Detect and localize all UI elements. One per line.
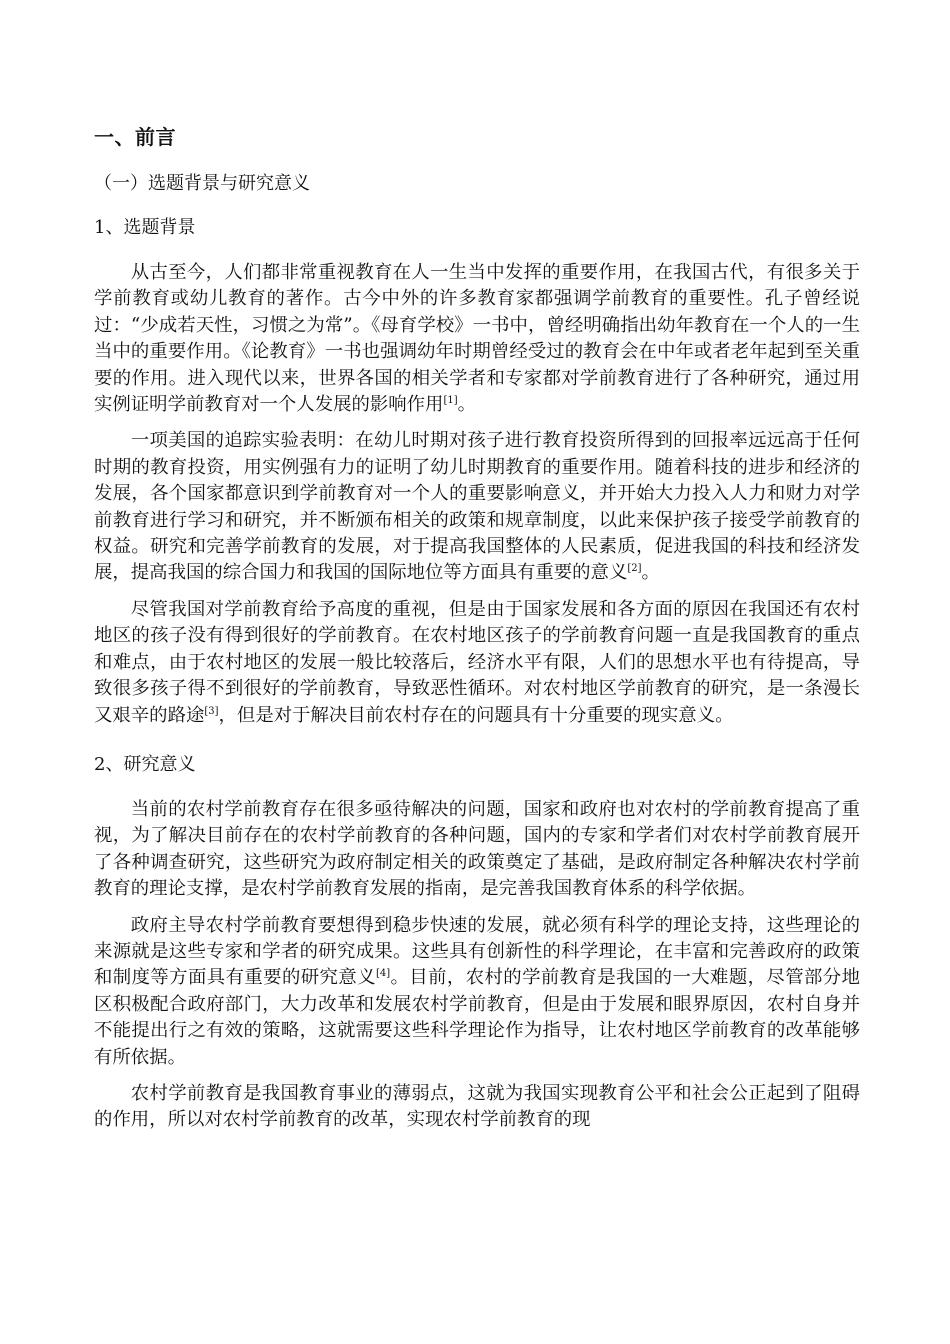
paragraph-2-tail: 。 — [641, 562, 660, 584]
paragraph-4 — [94, 797, 860, 903]
paragraph-1-tail: 。 — [457, 394, 477, 416]
citation-3: [3] — [204, 705, 219, 717]
paragraph-2-text: 一项美国的追踪实验表明：在幼儿时期对孩子进行教育投资所得到的回报率远远高于任何时期的教育投资，用实例强有力的证明了幼儿时期教育的重要作用。随着科技的进步和经济的发展，各个国家都意识到学前教育对一个人的重要影响意义，并开始大力投入人力和财力对学前教育进行学习和研究，并不断颁布相关的政策和规章制度，以此来保护孩子接受学前教育的权益。研究和完善学前教育的发展，对于提高我国整体的人民素质，促进我国的科技和经济发展，提高我国的综合国力和我国的国际地位等方面具有重要的意义 — [94, 430, 860, 584]
citation-1: [1] — [443, 394, 458, 406]
citation-4: [4] — [375, 968, 391, 980]
paragraph-5-tail: 。目前，农村的学前教育是我国的一大难题，尽管部分地区积极配合政府部门，大力改革和发展农村学前教育，但是由于发展和眼界原因，农村自身并不能提出行之有效的策略，这就需要这些科学理论作为指导，让农村地区学前教育的改革能够有所依据。 — [94, 967, 860, 1068]
section-title-background-significance: （一）选题背景与研究意义 — [94, 173, 310, 194]
paragraph-4-text: 当前的农村学前教育存在很多亟待解决的问题，国家和政府也对农村的学前教育提高了重视，为了解决目前存在的农村学前教育的各种问题，国内的专家和学者们对农村学前教育展开了各种调查研究，这些研究为政府制定相关的政策奠定了基础，是政府制定各种解决农村学前教育的理论支撑，是农村学前教育发展的指南，是完善我国教育体系的科学依据。 — [94, 798, 860, 900]
paragraph-6-text: 农村学前教育是我国教育事业的薄弱点，这就为我国实现教育公平和社会公正起到了阻碍的作用，所以对农村学前教育的改革，实现农村学前教育的现 — [94, 1082, 860, 1131]
paragraph-3-text: 尽管我国对学前教育给予高度的重视，但是由于国家发展和各方面的原因在我国还有农村地区的孩子没有得到很好的学前教育。在农村地区孩子的学前教育问题一直是我国教育的重点和难点，由于农村地区的发展一般比较落后，经济水平有限，人们的思想水平也有待提高，导致很多孩子得不到很好的学前教育，导致恶性循环。对农村地区学前教育的研究，是一条漫长又艰辛的路途 — [94, 598, 860, 726]
citation-2: [2] — [627, 563, 642, 575]
paragraph-1 — [94, 260, 860, 418]
paragraph-2 — [94, 428, 860, 586]
document-body — [94, 122, 860, 1144]
subsection-title-background: 1、选题背景 — [94, 217, 196, 238]
heading-introduction: 一、前言 — [94, 125, 176, 149]
paragraph-5 — [94, 913, 860, 1071]
paragraph-6 — [94, 1081, 860, 1134]
paragraph-3-tail: ，但是对于解决目前农村存在的问题具有十分重要的现实意义。 — [218, 704, 734, 726]
paragraph-3 — [94, 597, 860, 729]
subsection-title-significance: 2、研究意义 — [94, 753, 196, 775]
paragraph-1-text: 从古至今，人们都非常重视教育在人一生当中发挥的重要作用，在我国古代，有很多关于学前教育或幼儿教育的著作。古今中外的许多教育家都强调学前教育的重要性。孔子曾经说过：“少成若天性，习惯之为常”。《母育学校》一书中，曾经明确指出幼年教育在一个人的一生当中的重要作用。《论教育》一书也强调幼年时期曾经受过的教育会在中年或者老年起到至关重要的作用。进入现代以来，世界各国的相关学者和专家都对学前教育进行了各种研究，通过用实例证明学前教育对一个人发展的影响作用 — [94, 262, 860, 416]
paragraph-5-text: 政府主导农村学前教育要想得到稳步快速的发展，就必须有科学的理论支持，这些理论的来源就是这些专家和学者的研究成果。这些具有创新性的科学理论，在丰富和完善政府的政策和制度等方面具有重要的研究意义 — [94, 914, 860, 989]
